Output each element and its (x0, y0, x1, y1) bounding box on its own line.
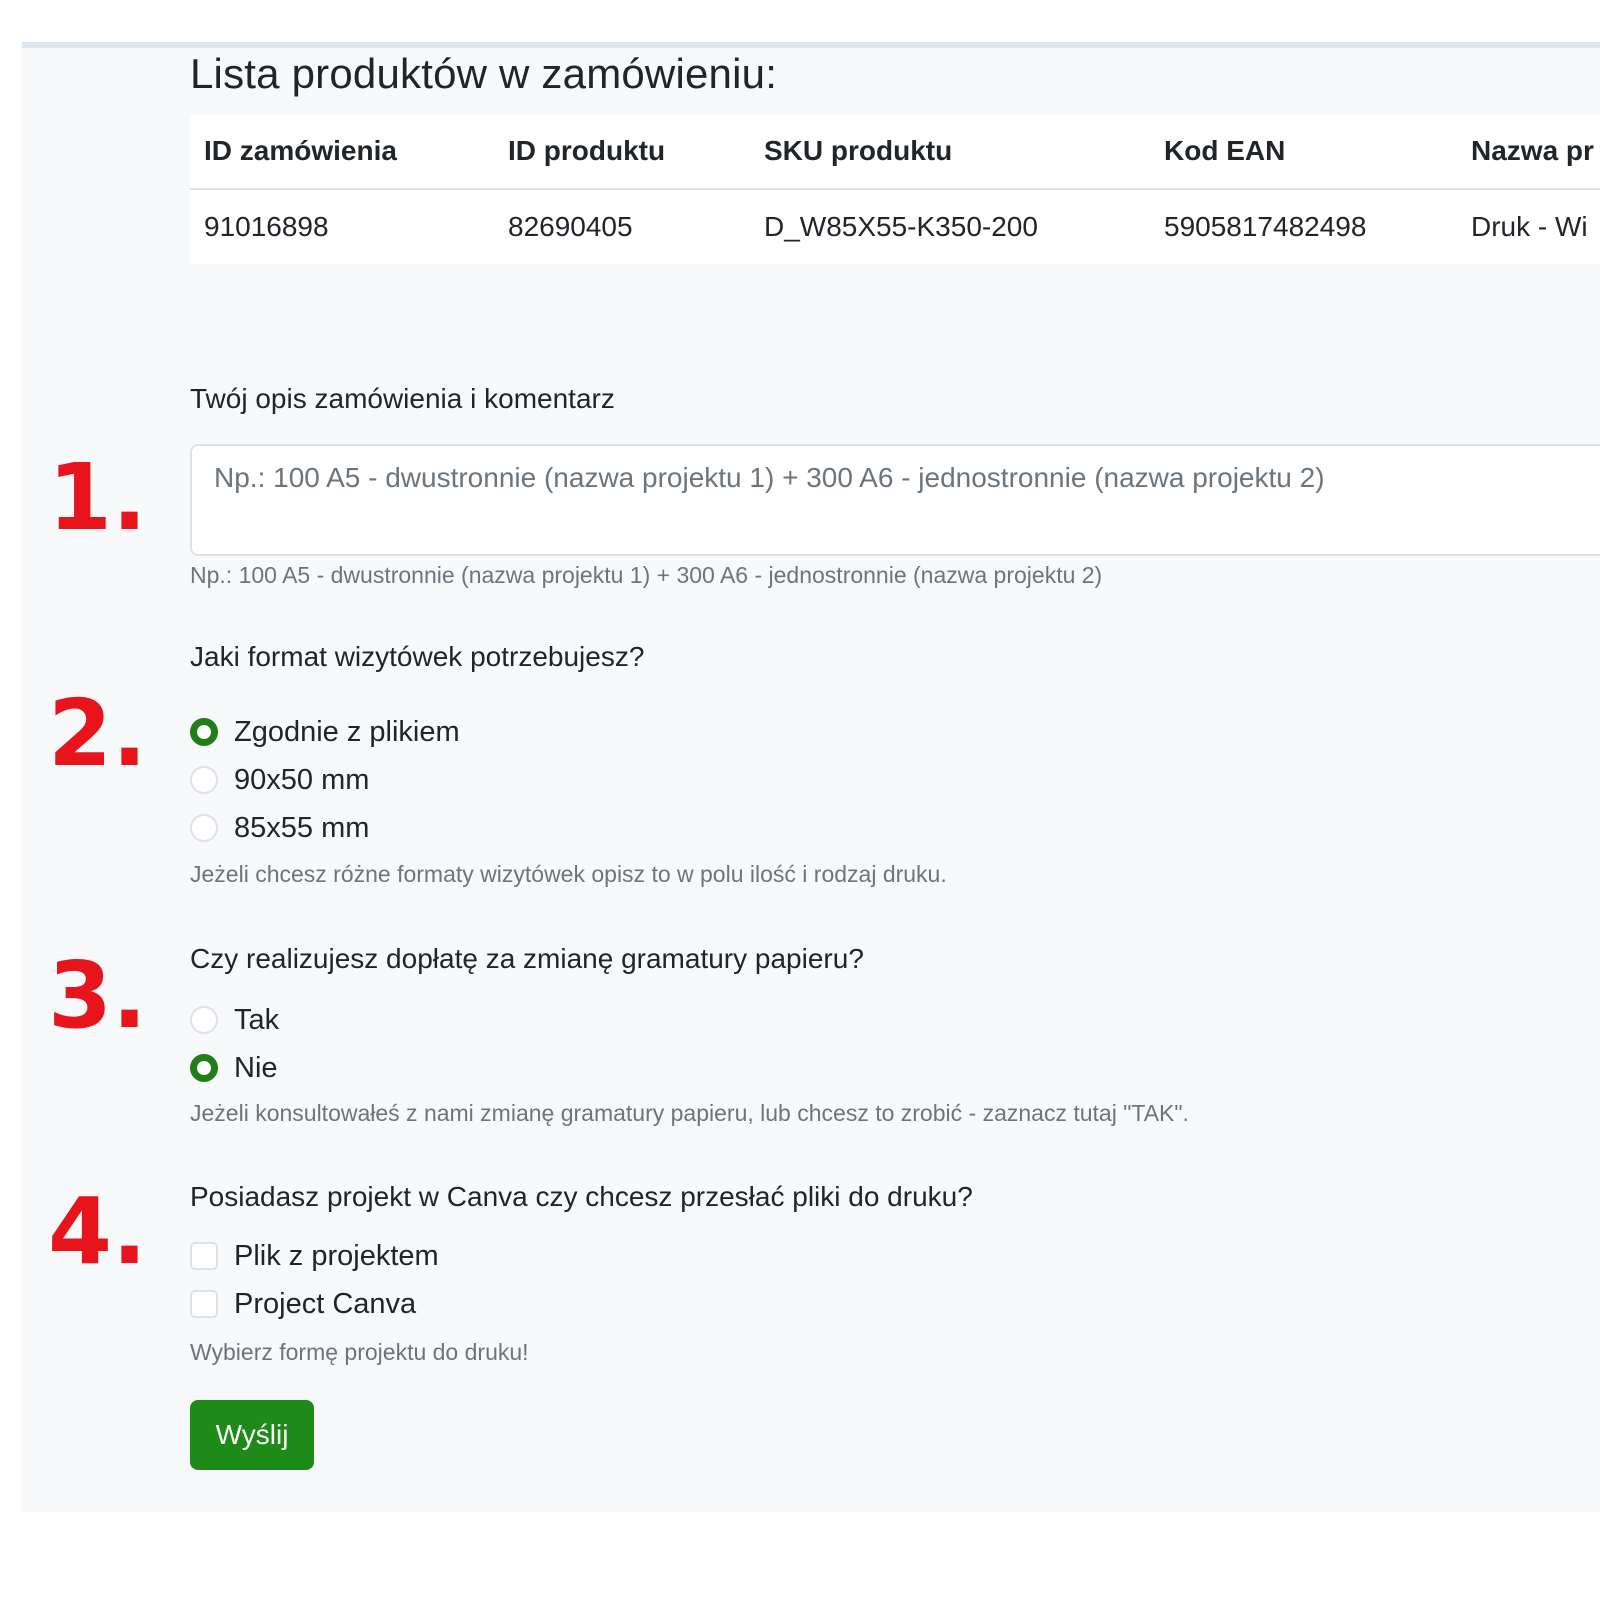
paper-weight-label: Czy realizujesz dopłatę za zmianę gramatury papieru? (190, 943, 864, 974)
page-title: Lista produktów w zamówieniu: (190, 50, 778, 97)
radio-unselected[interactable] (190, 814, 218, 842)
radio-unselected[interactable] (190, 1006, 218, 1034)
submit-button[interactable]: Wyślij (190, 1400, 314, 1470)
column-header-order-id: ID zamówienia (190, 114, 494, 189)
format-option-85x55[interactable] (190, 808, 369, 848)
format-option-label: 90x50 mm (234, 763, 370, 796)
project-source-option-file[interactable] (190, 1236, 439, 1276)
table-header-row (190, 114, 1600, 189)
products-table (190, 114, 1600, 264)
format-help-text: Jeżeli chcesz różne formaty wizytówek opisz to w polu ilość i rodzaj druku. (190, 861, 947, 887)
cell-product-id: 82690405 (494, 189, 750, 264)
cell-product-name: Druk - Wi (1457, 189, 1600, 264)
radio-selected[interactable] (190, 1054, 218, 1082)
step-number-4: 4. (48, 1178, 147, 1285)
format-option-label: Zgodnie z plikiem (234, 715, 460, 748)
step-number-1: 1. (48, 444, 147, 551)
cell-ean: 5905817482498 (1150, 189, 1457, 264)
cell-order-id: 91016898 (190, 189, 494, 264)
project-source-option-canva[interactable] (190, 1284, 416, 1324)
column-header-product-id: ID produktu (494, 114, 750, 189)
cell-sku: D_W85X55-K350-200 (750, 189, 1150, 264)
project-source-help-text: Wybierz formę projektu do druku! (190, 1339, 529, 1365)
paper-weight-option-label: Nie (234, 1051, 278, 1084)
format-label: Jaki format wizytówek potrzebujesz? (190, 641, 645, 672)
paper-weight-option-label: Tak (234, 1003, 280, 1036)
order-form (190, 0, 1600, 1600)
column-header-sku: SKU produktu (750, 114, 1150, 189)
paper-weight-option-no[interactable] (190, 1048, 278, 1088)
project-source-option-label: Plik z projektem (234, 1239, 439, 1272)
table-row (190, 189, 1600, 264)
step-number-3: 3. (48, 942, 147, 1049)
comment-textarea[interactable] (190, 444, 1600, 556)
comment-help-text: Np.: 100 A5 - dwustronnie (nazwa projektu 1) + 300 A6 - jednostronnie (nazwa projektu 2) (190, 562, 1103, 588)
column-header-product-name: Nazwa pr (1457, 114, 1600, 189)
step-number-2: 2. (48, 680, 147, 787)
format-option-from-file[interactable] (190, 712, 460, 752)
column-header-ean: Kod EAN (1150, 114, 1457, 189)
comment-label: Twój opis zamówienia i komentarz (190, 383, 615, 414)
checkbox[interactable] (190, 1242, 218, 1270)
project-source-option-label: Project Canva (234, 1287, 417, 1320)
paper-weight-help-text: Jeżeli konsultowałeś z nami zmianę gramatury papieru, lub chcesz to zrobić - zaznacz tutaj "TAK". (190, 1100, 1189, 1126)
format-option-90x50[interactable] (190, 760, 369, 800)
checkbox[interactable] (190, 1290, 218, 1318)
radio-selected[interactable] (190, 718, 218, 746)
radio-unselected[interactable] (190, 766, 218, 794)
project-source-label: Posiadasz projekt w Canva czy chcesz przesłać pliki do druku? (190, 1181, 973, 1212)
format-option-label: 85x55 mm (234, 811, 370, 844)
paper-weight-option-yes[interactable] (190, 1000, 279, 1040)
